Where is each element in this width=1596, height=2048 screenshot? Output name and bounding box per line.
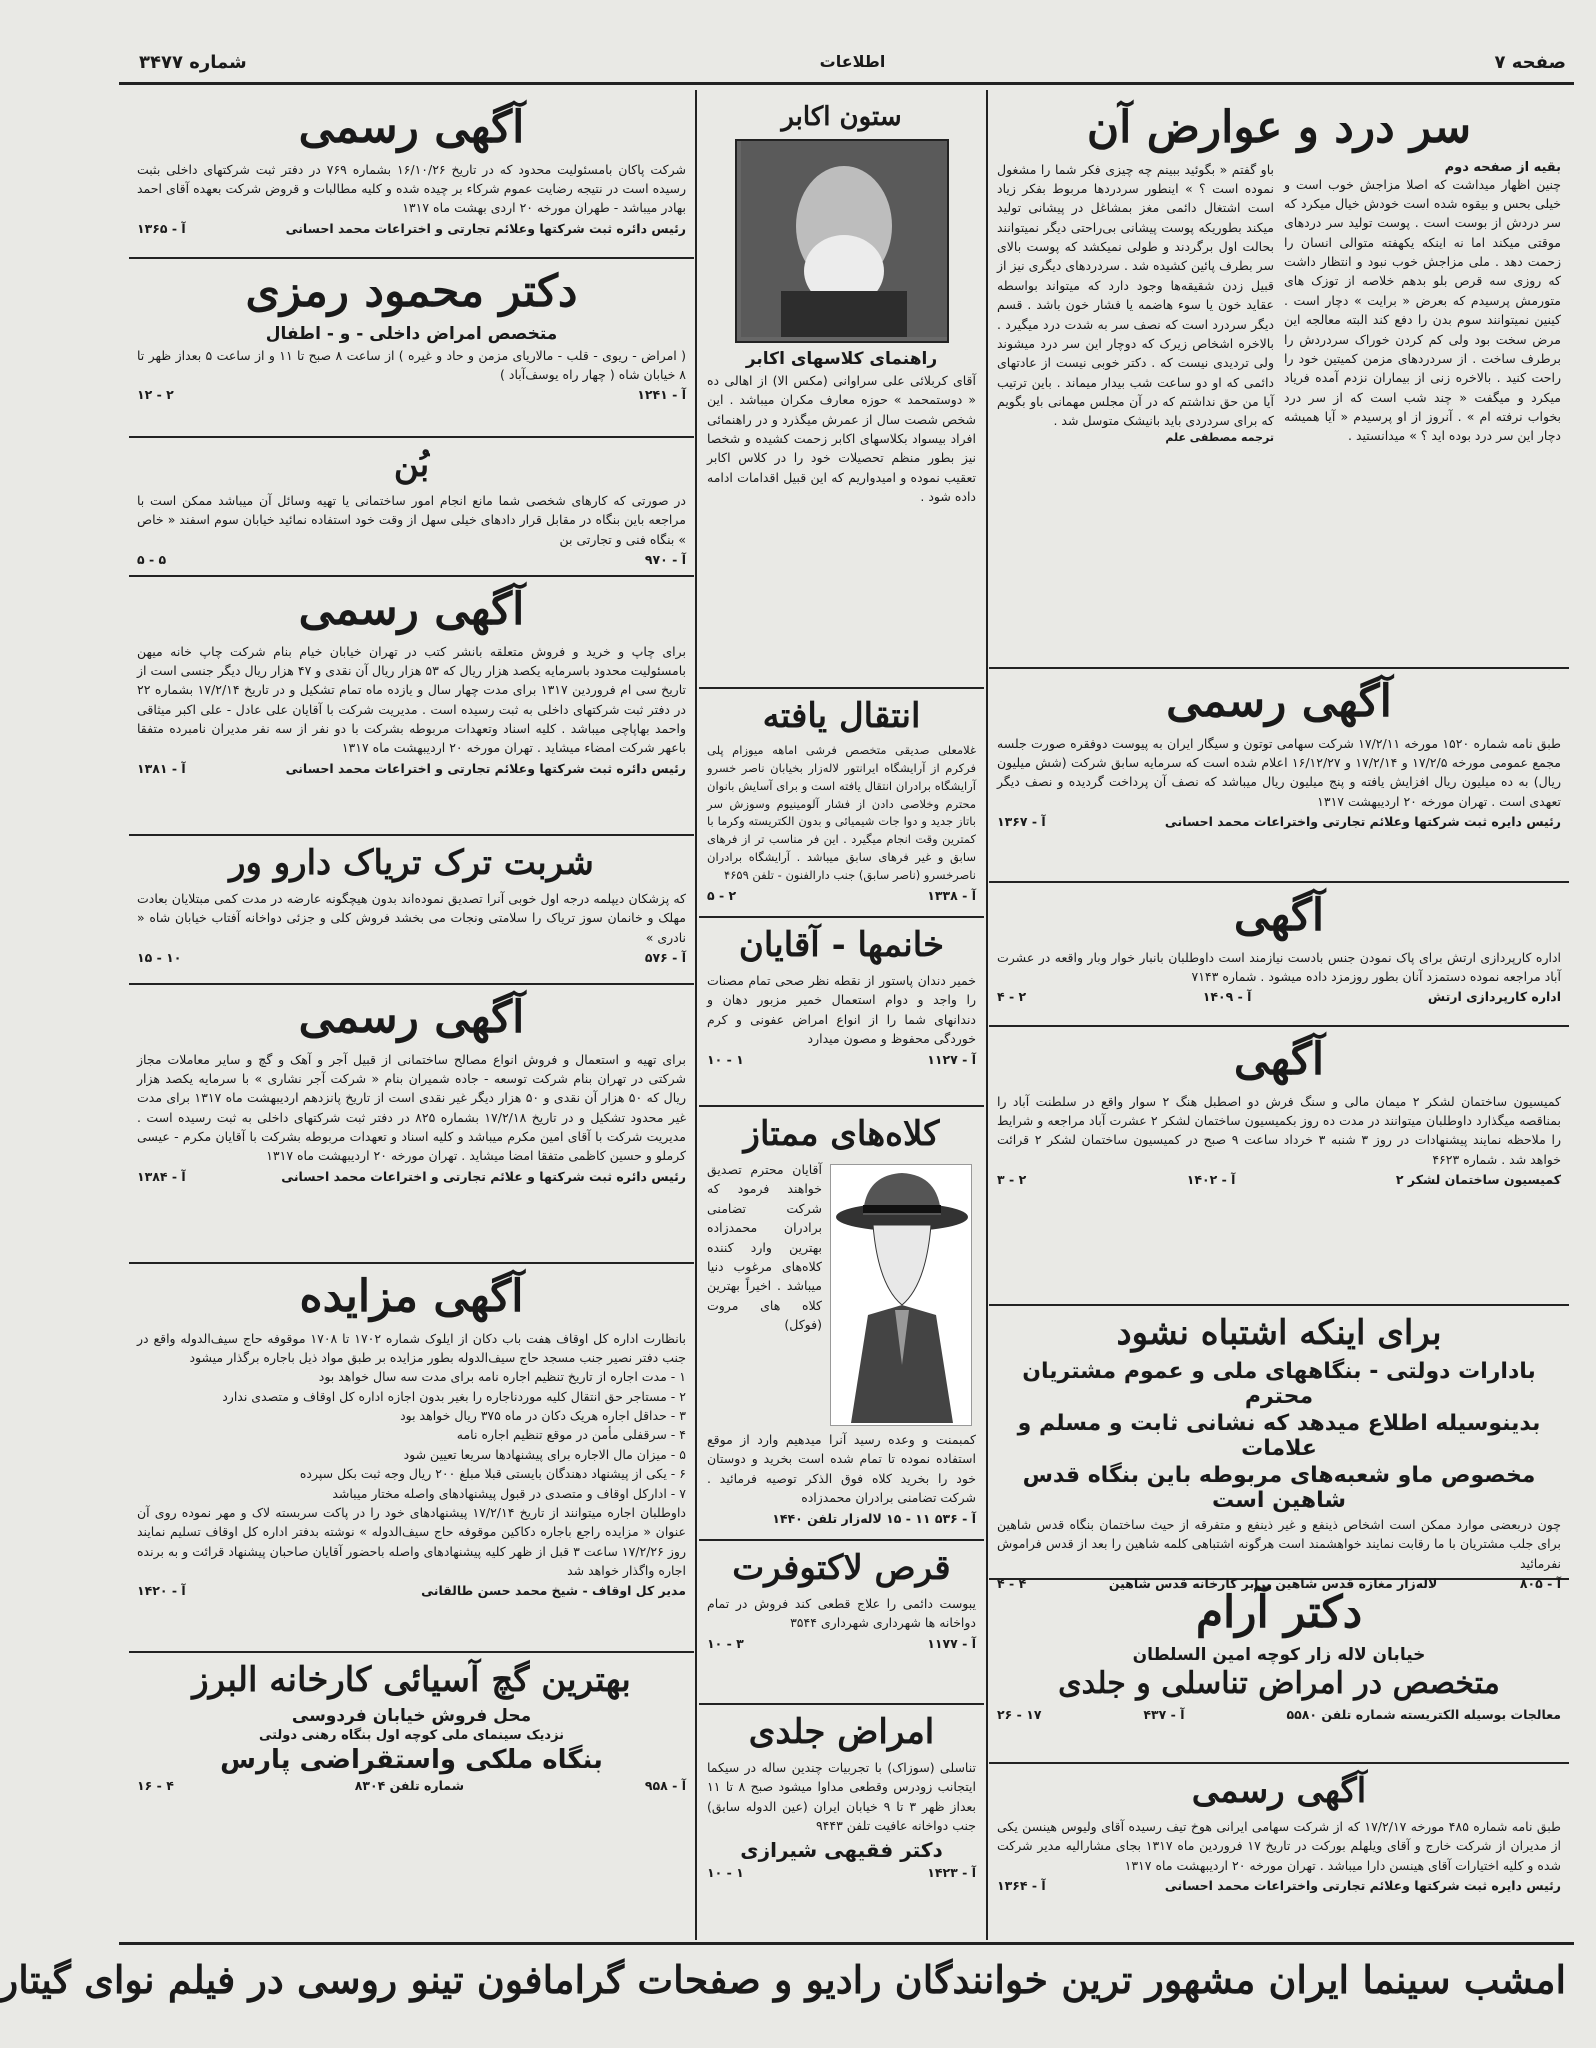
article-title: سر درد و عوارض آن bbox=[1086, 102, 1472, 153]
auction-item: ۲ - مستاجر حق انتقال کلیه موردناجاره را بغیر بدون اجازه اداره کل اوقاف و متصدی ندارد bbox=[222, 1388, 686, 1404]
ad-address: لاله‌زار مغازه قدس شاهین برابر کارخانه قدس شاهین bbox=[1108, 1576, 1438, 1592]
ad-contact: آ - ۵۳۶ ۱۱ - ۱۵ لاله‌زار تلفن ۱۴۴۰ bbox=[772, 1510, 976, 1526]
ad-code: آ - ۱۳۶۴ bbox=[997, 1878, 1046, 1894]
ad-code: آ - ۱۴۰۲ bbox=[1186, 1172, 1236, 1188]
ad-title: امراض جلدی bbox=[748, 1712, 935, 1752]
ad-title: آگهی رسمی bbox=[298, 102, 525, 153]
ad-hats bbox=[699, 1107, 984, 1541]
ad-toothpaste bbox=[699, 918, 984, 1107]
page-number: صفحه ۷ bbox=[1494, 52, 1566, 73]
ad-title: انتقال یافته bbox=[762, 696, 921, 736]
ad-title: کلاه‌های ممتاز bbox=[743, 1114, 940, 1154]
ad-text: اداره کارپردازی ارتش برای پاک نمودن جنس بادست نیازمند است داوطلبان بانبار خوار وبار واقعه در عشرت آباد مراجعه نموده دستمزد آنان بطور روزمزد داده میشود . شماره ۷۱۴۳ bbox=[997, 949, 1561, 984]
ad-doctor-ramzi bbox=[129, 259, 694, 438]
ad-code: آ - ۱۴۰۹ bbox=[1202, 989, 1252, 1005]
ad-signature: رئیس دائره ثبت شرکتها وعلائم تجارتی و اختراعات محمد احسانی bbox=[285, 760, 686, 776]
portrait-icon bbox=[741, 141, 947, 337]
section-title: ستون اکابر bbox=[781, 102, 902, 132]
ad-text: برای چاپ و خرید و فروش متعلقه بانشر کتب در تهران خیابان خیام بنام شرکت چاپ خانه میهن بامسئولیت محدود باسرمایه یکصد هزار ریال که ۵۳ هزار ریال آن نقدی و ۴۷ هزار ریال دیگر جنسی است از تاریخ سی ام فروردین ۱۳۱۷ برای مدت چهار سال و یازده ماه تمام تشکیل و در تاریخ ۱۷/۲/۱۴ بشماره ۲۲ در دفتر ثبت شرکتهای داخلی به ثبت رسیده است . مدیریت شرکت با آقایان علی عادل - علی اکبر میثاقی واحمد بهاپاچی میباشد . کلیه اسناد وتعهدات مربوطه بشرکت با دو نفر از سه نفر مدیران نامبرده متفقا باعهر شرکت امضاء میشاید . تهران مورخه ۲۰ اردیبهشت ماه ۱۳۱۷ bbox=[136, 643, 686, 756]
ad-code: آ - ۱۳۶۵ bbox=[137, 220, 186, 236]
article-text-right: چنین اظهار میداشت که اصلا مزاجش خوب است و خیلی بحس و بیقوه شده است خودش خیال میکرد که سر دردش از بوست است . پوست تولید سر دردهای موقتی میکند اما نه اینکه یکهفته متوالی انسان را زحمت دهد . ملی مزاجش خوب نبود و انتظار داشت که روزی سه قرص بلو بدهم خلاصه از توزک های متورمش پرسیدم که بعرض « برایت » دچار است . کینین نمیتوانند سوم بدن را دفع کند البته معالجه این مرض سخت بود ولی کم کردن خوراک سردردش را برطرف ساخت . از سردردهای مزمن کمیتین خود را راحت کنید . بالاخره زنی از بیماران نزدم آمده فریاد میکرد و میگفت « چند شب است که از سر درد بخواب نرفته ام » . آنروز از او پرسیدم « آیا همیشه دچار این سر درد بوده اید ؟ » میدانستید . bbox=[1284, 176, 1561, 444]
article-body bbox=[997, 160, 1561, 446]
ad-code: آ - ۱۲۴۱ bbox=[637, 387, 686, 403]
auction-item: ۵ - میزان مال الاجاره برای پیشنهادها سریعا تعیین شود bbox=[403, 1446, 686, 1462]
ad-text: کمیسیون ساختمان لشکر ۲ میمان مالی و سنگ فرش دو اصطبل هنگ ۲ سوار واقع در سلطنت آباد را بمناقصه میگذارد داوطلبان میتوانند در مدت ده روز بکمیسیون ساختمان لشکر ۲ عشرت آباد مراجعه و شرایط را ملاحظه نمایند پیشنهادات در روز ۳ شنبه ۳ خرداد ساعت ۹ صبح در کمیسیون ساختمان لشکر ۲ قرائت خواهد شد . شماره ۴۶۲۳ bbox=[997, 1093, 1562, 1167]
ad-title: آگهی رسمی bbox=[1191, 1771, 1367, 1811]
ad-title: شربت ترک تریاک دارو ور bbox=[229, 843, 594, 883]
ad-signature: رئیس دائره ثبت شرکتها وعلائم تجارتی و اختراعات محمد احسانی bbox=[285, 220, 686, 236]
ad-text: طبق نامه شماره ۱۵۲۰ مورخه ۱۷/۲/۱۱ شرکت سهامی توتون و سیگار ایران به پیوست دوفقره صورت جلسه مجمع عمومی مورخه ۱۷/۲/۵ و ۱۷/۲/۱۴ و ۱۶/۱۲/۲۷ اعلام شده است که سرمایه سابق شرکت (شش میلیون ریال) به ده میلیون ریال افزایش یافته و پنج میلیون ریال میباشد که نصف آن پرداخت گردیده و نصف دیگر تعهدی است . تهران مورخه ۲۰ اردیبهشت ۱۳۱۷ bbox=[997, 735, 1561, 809]
ad-title: دکتر محمود رمزی bbox=[245, 266, 578, 317]
ad-detail: معالجات بوسیله الکتریسته شماره تلفن ۵۵۸۰ bbox=[1286, 1707, 1561, 1723]
bottom-banner: امشب سینما ایران مشهور ترین خوانندگان رادیو و صفحات گرامافون تینو روسی در فیلم نوای گیتار bbox=[0, 1957, 1566, 2002]
ad-signature: رئیس دائره ثبت شرکتها و علائم تجارتی و اختراعات محمد احسانی bbox=[281, 1168, 686, 1184]
ad-ref: ۱۰ - ۱۵ bbox=[137, 950, 182, 966]
ad-text-bottom: کمبمنت و وعده رسید آنرا میدهیم وارد از موقع استفاده نموده تا تمام شده است بخرید و دوستان خود را بخرید کلاه فوق الذکر توصیه فرمائید . شرکت تضامنی برادران محمدزاده bbox=[707, 1432, 976, 1506]
auction-item: ۷ - ادارکل اوقاف و متصدی در قبول پیشنهادهای واصله مختار میباشد bbox=[332, 1485, 686, 1501]
ad-text: شرکت پاکان بامسئولیت محدود که در تاریخ ۱۶/۱۰/۲۶ بشماره ۷۶۹ در دفتر ثبت شرکتهای داخلی بثبت رسیده است در نتیجه رضایت عموم شرکاء بر چیده شده و کلیه مطالبات و قروض شرکت بعهده آقای احمد بهادر میباشد - طهران مورخه ۲۰ اردی بهشت ماه ۱۳۱۷ bbox=[137, 161, 686, 216]
ad-title: بهترین گچ آسیائی کارخانه البرز bbox=[192, 1660, 631, 1700]
man-with-hat-icon bbox=[833, 1165, 971, 1423]
auction-item: ۳ - حداقل اجاره هریک دکان در ماه ۳۷۵ ریال خواهد بود bbox=[400, 1408, 686, 1424]
ad-hair-salon bbox=[699, 689, 984, 918]
page-header bbox=[139, 48, 1566, 78]
column-left bbox=[129, 95, 694, 1943]
ad-skin-diseases bbox=[699, 1705, 984, 1886]
ad-text: خمیر دندان پاستور از نقطه نظر صحی تمام مصنات را واجد و دوام استعمال خمیر مزبور دهان و دندانهای شما را از انواع امراض عفونی و کرم خوردگی محفوظ و مصون میدارد bbox=[707, 973, 976, 1047]
ad-official-mihan bbox=[129, 577, 694, 836]
ad-official-tobacco bbox=[989, 669, 1569, 883]
photo-caption: راهنمای کلاسهای اکابر bbox=[745, 348, 938, 369]
ad-code: آ - ۱۳۳۸ bbox=[927, 887, 976, 903]
ad-title: دکتر آرام bbox=[1195, 1587, 1363, 1638]
ad-signature: کمیسیون ساختمان لشکر ۲ bbox=[1395, 1172, 1561, 1188]
ad-intro: بانظارت اداره کل اوقاف هفت باب دکان از ایلوک شماره ۱۷۰۲ تا ۱۷۰۸ موقوفه حاج سیف‌الدوله واقع در جنب دفتر نصیر جنب مسجد حاج سیف‌الدوله بطور مزایده بر طبق مواد ذیل باجاره برگذار میشود bbox=[137, 1330, 686, 1365]
column-right bbox=[989, 95, 1569, 1943]
ad-specialty: متخصص در امراض تناسلی و جلدی bbox=[1058, 1665, 1500, 1701]
newspaper-name: اطلاعات bbox=[819, 52, 886, 71]
ad-signature: اداره کارپردازی ارتش bbox=[1427, 989, 1561, 1005]
ad-line-1: محل فروش خیابان فردوسی bbox=[291, 1706, 532, 1727]
ad-text: غلامعلی صدیقی متخصص فرشی اماهه میوزام پلی فرکرم از آرایشگاه ایرانتور لاله‌زار بخیابان ناصر خسرو آرایشگاه برادران انتقال یافته است و برای آسایش بانوان محترم وخلاصی دادن از فشار آلومینیوم وسوزش سر باتاز جدید و دوا جات شیمیائی و بدون الکتریسته وکرما با کمترین وقت انجام میگیرد . این فر مناسب تر از فرهای سابق و غیر فرهای سابق میباشد . آرایشگاه برادران ناصرخسرو (ناصر سابق) جنب دارالفنون - تلفن ۴۶۵۹ bbox=[707, 743, 976, 882]
ad-text: آقایان محترم تصدیق خواهند فرمود که شرکت تضامنی برادران محمدزاده بهترین وارد کننده کلاه‌های مرغوب دنیا میباشد . اخیراً بهترین کلاه های مروت (فوکل) bbox=[707, 1162, 822, 1333]
ad-opium-syrup bbox=[129, 836, 694, 985]
ad-army-supply bbox=[989, 883, 1569, 1027]
ad-code: آ - ۱۴۲۰ bbox=[137, 1583, 186, 1599]
ad-line-2: نزدیک سینمای ملی کوچه اول بنگاه رهنی دولتی bbox=[258, 1728, 565, 1744]
ad-code: آ - ۱۳۸۱ bbox=[137, 760, 186, 776]
ad-title: بُن bbox=[393, 445, 430, 485]
ad-title: آگهی رسمی bbox=[298, 584, 525, 635]
ad-doctor-aram bbox=[989, 1580, 1569, 1764]
ad-title: برای اینکه اشتباه نشود bbox=[1116, 1313, 1442, 1353]
ad-line-3: بنگاه ملکی واستقراضی پارس bbox=[220, 1745, 603, 1776]
column-rule-left bbox=[695, 90, 697, 1940]
ad-code: آ - ۸۰۵ bbox=[1519, 1576, 1561, 1592]
ad-signature: مدیر کل اوقاف - شیخ محمد حسن طالقانی bbox=[421, 1583, 686, 1599]
ad-code: آ - ۱۳۶۷ bbox=[997, 814, 1046, 830]
ad-tail: داوطلبان اجاره میتوانند از تاریخ ۱۷/۲/۱۴ پیشنهادهای خود را در پاکت سربسته لاک و مهر نموده روی آن عنوان « مزایده راجع باجاره دکاکین موقوفه حاج سیف‌الدوله » نوشته بدفتر اداره کل اوقاف تسلیم نمایند روز ۱۷/۲/۲۶ ساعت ۳ قبل از ظهر کلیه پیشنهادهای واصله باحضور آقایان صاحبان پیشنهاد قرائت و به برنده اجاره واگذار خواهد شد bbox=[137, 1504, 686, 1579]
ad-title: قرص لاکتوفرت bbox=[732, 1548, 951, 1588]
ad-text: برای تهیه و استعمال و فروش انواع مصالح ساختمانی از قبیل آجر و آهک و گچ و سایر معاملات مجاز شرکتی در تهران بنام شرکت توسعه - جاده شمیران بنام « شرکت آجر نشاری » با سرمایه یکصد هزار ریال که ۵۰ هزار آن نقدی و ۵۰ هزار دیگر غیر نقدی است از تاریخ پانزدهم اردیبهشت ماه ۱۳۱۷ برای مدت غیر محدود تشکیل و در تاریخ ۱۷/۲/۱۸ بشماره ۸۲۵ در دفتر ثبت شرکتهای داخلی به ثبت رسیده است . مدیریت شرکت با آقای امین مکرم میباشد و کلیه اسناد و تعهدات مربوطه بشرکت با آقایان مکرم - عیسی کرملو و حسین کاظمی متفقا امضا میشاید . تهران مورخه ۲۰ اردیبهشت ماه ۱۳۱۷ bbox=[137, 1051, 687, 1164]
ad-address: خیابان لاله زار کوچه امین السلطان bbox=[1132, 1644, 1426, 1665]
auction-item: ۱ - مدت اجاره از تاریخ تنظیم اجاره نامه برای مدت سه سال خواهد بود bbox=[318, 1369, 686, 1385]
ad-bon bbox=[129, 438, 694, 577]
ad-ref: ۱ - ۱۰ bbox=[707, 1051, 744, 1067]
portrait-photo bbox=[735, 139, 949, 343]
ad-ref: ۲ - ۱۲ bbox=[137, 387, 174, 403]
elders-column bbox=[699, 95, 984, 689]
ad-alborz-plaster bbox=[129, 1653, 694, 1799]
ad-ref: ۴ - ۱۶ bbox=[137, 1778, 174, 1794]
translator: ترجمه مصطفی علم bbox=[1165, 430, 1274, 444]
ad-title: آگهی مزایده bbox=[299, 1271, 524, 1322]
ad-doctor-name: دکتر فقیهی شیرازی bbox=[740, 1837, 943, 1862]
ad-text: که پزشکان دیپلمه درجه اول خوبی آنرا تصدیق نموده‌اند بدون هیچگونه عارضه در مدت کمی مبتلایان بعادت مهلک و خانمان سوز تریاک را سلامتی ونجات می بخشد فروش کلی و جزئی دواخانه آفتاب خیابان شاه « نادری » bbox=[137, 891, 686, 945]
ad-detail: ( امراض - ریوی - قلب - مالاریای مزمن و حاد و غیره ) از ساعت ۸ صبح تا ۱۱ و از ساعت ۵ بعداز ظهر تا ۸ خیابان شاه ( چهار راه یوسف‌آباد ) bbox=[137, 347, 686, 382]
ad-code: آ - ۱۱۷۷ bbox=[927, 1635, 976, 1651]
continued-note: بقیه از صفحه دوم bbox=[1444, 159, 1561, 175]
column-rule-right bbox=[986, 90, 988, 1940]
ad-code: آ - ۱۴۲۳ bbox=[927, 1864, 976, 1880]
auction-item: ۴ - سرقفلی مأمن در موقع تنظیم اجاره نامه bbox=[456, 1427, 686, 1443]
ad-title: آگهی bbox=[1233, 890, 1325, 941]
ad-lactofert bbox=[699, 1541, 984, 1705]
ad-code: آ - ۹۵۸ bbox=[644, 1778, 686, 1794]
ad-phone: شماره تلفن ۸۳۰۴ bbox=[354, 1778, 464, 1794]
ad-official-pakan bbox=[129, 95, 694, 259]
ad-ref: ۵ - ۵ bbox=[137, 552, 167, 568]
ad-official-hochtief bbox=[989, 1764, 1569, 1899]
ad-ref: ۴ - ۴ bbox=[997, 1576, 1027, 1592]
ad-ref: ۳ - ۱۰ bbox=[707, 1635, 744, 1651]
ad-text: چون دربعضی موارد ممکن است اشخاص ذینفع و غیر ذینفع و متفرقه از حیث ساختمان بنگاه قدس شاهین برای جلب مشتریان با ما رقابت نمایند خواهشمند است هرگونه اشتباهی کلمه شاهین را بعد از قدس فراموش نفرمائید bbox=[997, 1517, 1561, 1571]
ad-army-construction bbox=[989, 1027, 1569, 1306]
ad-auction bbox=[129, 1264, 694, 1653]
issue-number: شماره ۳۴۷۷ bbox=[139, 52, 247, 73]
header-rule bbox=[119, 82, 1574, 85]
ad-ref: ۲ - ۳ bbox=[997, 1172, 1027, 1188]
ad-text: تناسلی (سوزاک) با تجربیات چندین ساله در سیکما ایتجانب زودرس وقطعی مداوا میشود صبح ۸ تا ۱۱ بعداز ظهر ۳ تا ۹ خیابان ایران (عین الدوله سابق) جنب دواخانه عافیت تلفن ۹۴۴۳ bbox=[707, 1760, 977, 1834]
ad-ref: ۱۷ - ۲۶ bbox=[997, 1707, 1042, 1723]
ad-ref: ۲ - ۴ bbox=[997, 989, 1027, 1005]
ad-title: خانمها - آقایان bbox=[738, 925, 945, 965]
ad-ref: ۲ - ۵ bbox=[707, 887, 737, 903]
hat-illustration bbox=[830, 1164, 972, 1426]
ad-code: آ - ۱۱۲۷ bbox=[927, 1051, 976, 1067]
ad-code: آ - ۹۷۰ bbox=[644, 552, 686, 568]
ad-title: آگهی رسمی bbox=[1166, 676, 1392, 727]
auction-item: ۶ - یکی از پیشنهاد دهندگان بایستی قبلا مبلغ ۲۰۰ ریال وجه ثبت بکل سپرده bbox=[299, 1466, 686, 1482]
article-text-left: باو گفتم « بگوئید ببینم چه چیزی فکر شما را مشغول نموده است ؟ » اینطور سردردها مربوط بفکر زیاد است اشتغال دائمی مغز بمشاغل در پیشانی تولید میکند بطوریکه پوست پیشانی بی‌راحتی دیگر نمیتوانند بحالت اول برگردند و طولی نمیکشد که پوست بالای سر بطرف پائین کشیده شد . سردردهای دیگری نیز از قبیل زدن شقیقه‌ها وجود دارد که میتواند بواسطه عقاید خون یا سوء هاضمه یا فشار خون باشد . قسم دیگر سردرد است که نصف سر به شدت درد میگیرد . بالاخره اشخاص زیرک که دوچار این سر درد میشوند ولی تردیدی نیست که . دکتر خوبی نیست از عادتهای دائمی که او دو ساعت شب بیدار میماند . باین ترتیب آیا من حق نداشتم که در آن مجلس مهمانی باو بگویم که برای سردردی باید بانیشک متوسل شد . bbox=[997, 161, 1274, 429]
ad-text: در صورتی که کارهای شخصی شما مانع انجام امور ساختمانی یا تهیه وسائل آن میباشد ممکن است با مراجعه باین بنگاه در مقابل قرار دادهای خیلی سهل از وقت خود استفاده نمائید خیابان سوم اسفند « خاص » بنگاه فنی و تجارتی بن bbox=[137, 493, 686, 547]
ad-title: آگهی bbox=[1233, 1034, 1325, 1085]
headache-article bbox=[989, 95, 1569, 669]
ad-ref: ۱ - ۱۰ bbox=[707, 1864, 744, 1880]
ad-title: آگهی رسمی bbox=[298, 992, 525, 1043]
ad-code: آ - ۴۳۷ bbox=[1143, 1707, 1185, 1723]
ad-qods-shahin bbox=[989, 1306, 1569, 1592]
ad-line-1: بادارات دولتی - بنگاههای ملی و عموم مشتریان محترم bbox=[1022, 1359, 1536, 1410]
ad-line-2: بدینوسیله اطلاع میدهد که نشانی ثابت و مسلم و علامات bbox=[1017, 1411, 1541, 1462]
ad-code: آ - ۱۳۸۴ bbox=[137, 1168, 186, 1184]
ad-signature: رئیس دایره ثبت شرکتها وعلائم تجارتی واختراعات محمد احسانی bbox=[1164, 814, 1561, 830]
ad-signature: رئیس دایره ثبت شرکتها وعلائم تجارتی واختراعات محمد احسانی bbox=[1164, 1878, 1561, 1894]
column-middle bbox=[699, 95, 984, 1943]
ad-specialty: متخصص امراض داخلی - و - اطفال bbox=[265, 323, 558, 344]
ad-line-3: مخصوص ماو شعبه‌های مربوطه باین بنگاه قدس شاهین است bbox=[1022, 1463, 1536, 1514]
ad-text: طبق نامه شماره ۴۸۵ مورخه ۱۷/۲/۱۷ که از شرکت سهامی ایرانی هوخ تیف رسیده آقای ولیوس هینسن یکی از مدیران از شرکت خارج و آقای ویلهلم بورکت در تاریخ ۱۷ فروردین ماه ۱۳۱۷ بجای مشارالیه مدیر شرکت شده و کلیه اختیارات آقای هینسن دارا میباشد . تهران مورخه ۲۰ اردیبهشت ماه ۱۳۱۷ bbox=[997, 1819, 1562, 1873]
ad-official-ajor bbox=[129, 985, 694, 1264]
ad-code: آ - ۵۷۶ bbox=[644, 950, 686, 966]
ad-text: یبوست دائمی را علاج قطعی کند فروش در تمام دواخانه ها شهرداری شهرداری ۳۵۴۴ bbox=[707, 1596, 976, 1631]
column-text: آقای کربلائی علی سراوانی (مکس الا) از اهالی ده « دوستمحمد » حوزه معارف مکران میباشد . این شخص شصت سال از عمرش میگذرد و در راهنمائی افراد بیسواد بکلاسهای اکابر زحمت کشیده و شخصا نیز بطور منظم تحصیلات خود را در کلاس اکابر تعقیب نموده و امیدواریم که این قبیل اقدامات ادامه داده شود . bbox=[707, 372, 976, 505]
